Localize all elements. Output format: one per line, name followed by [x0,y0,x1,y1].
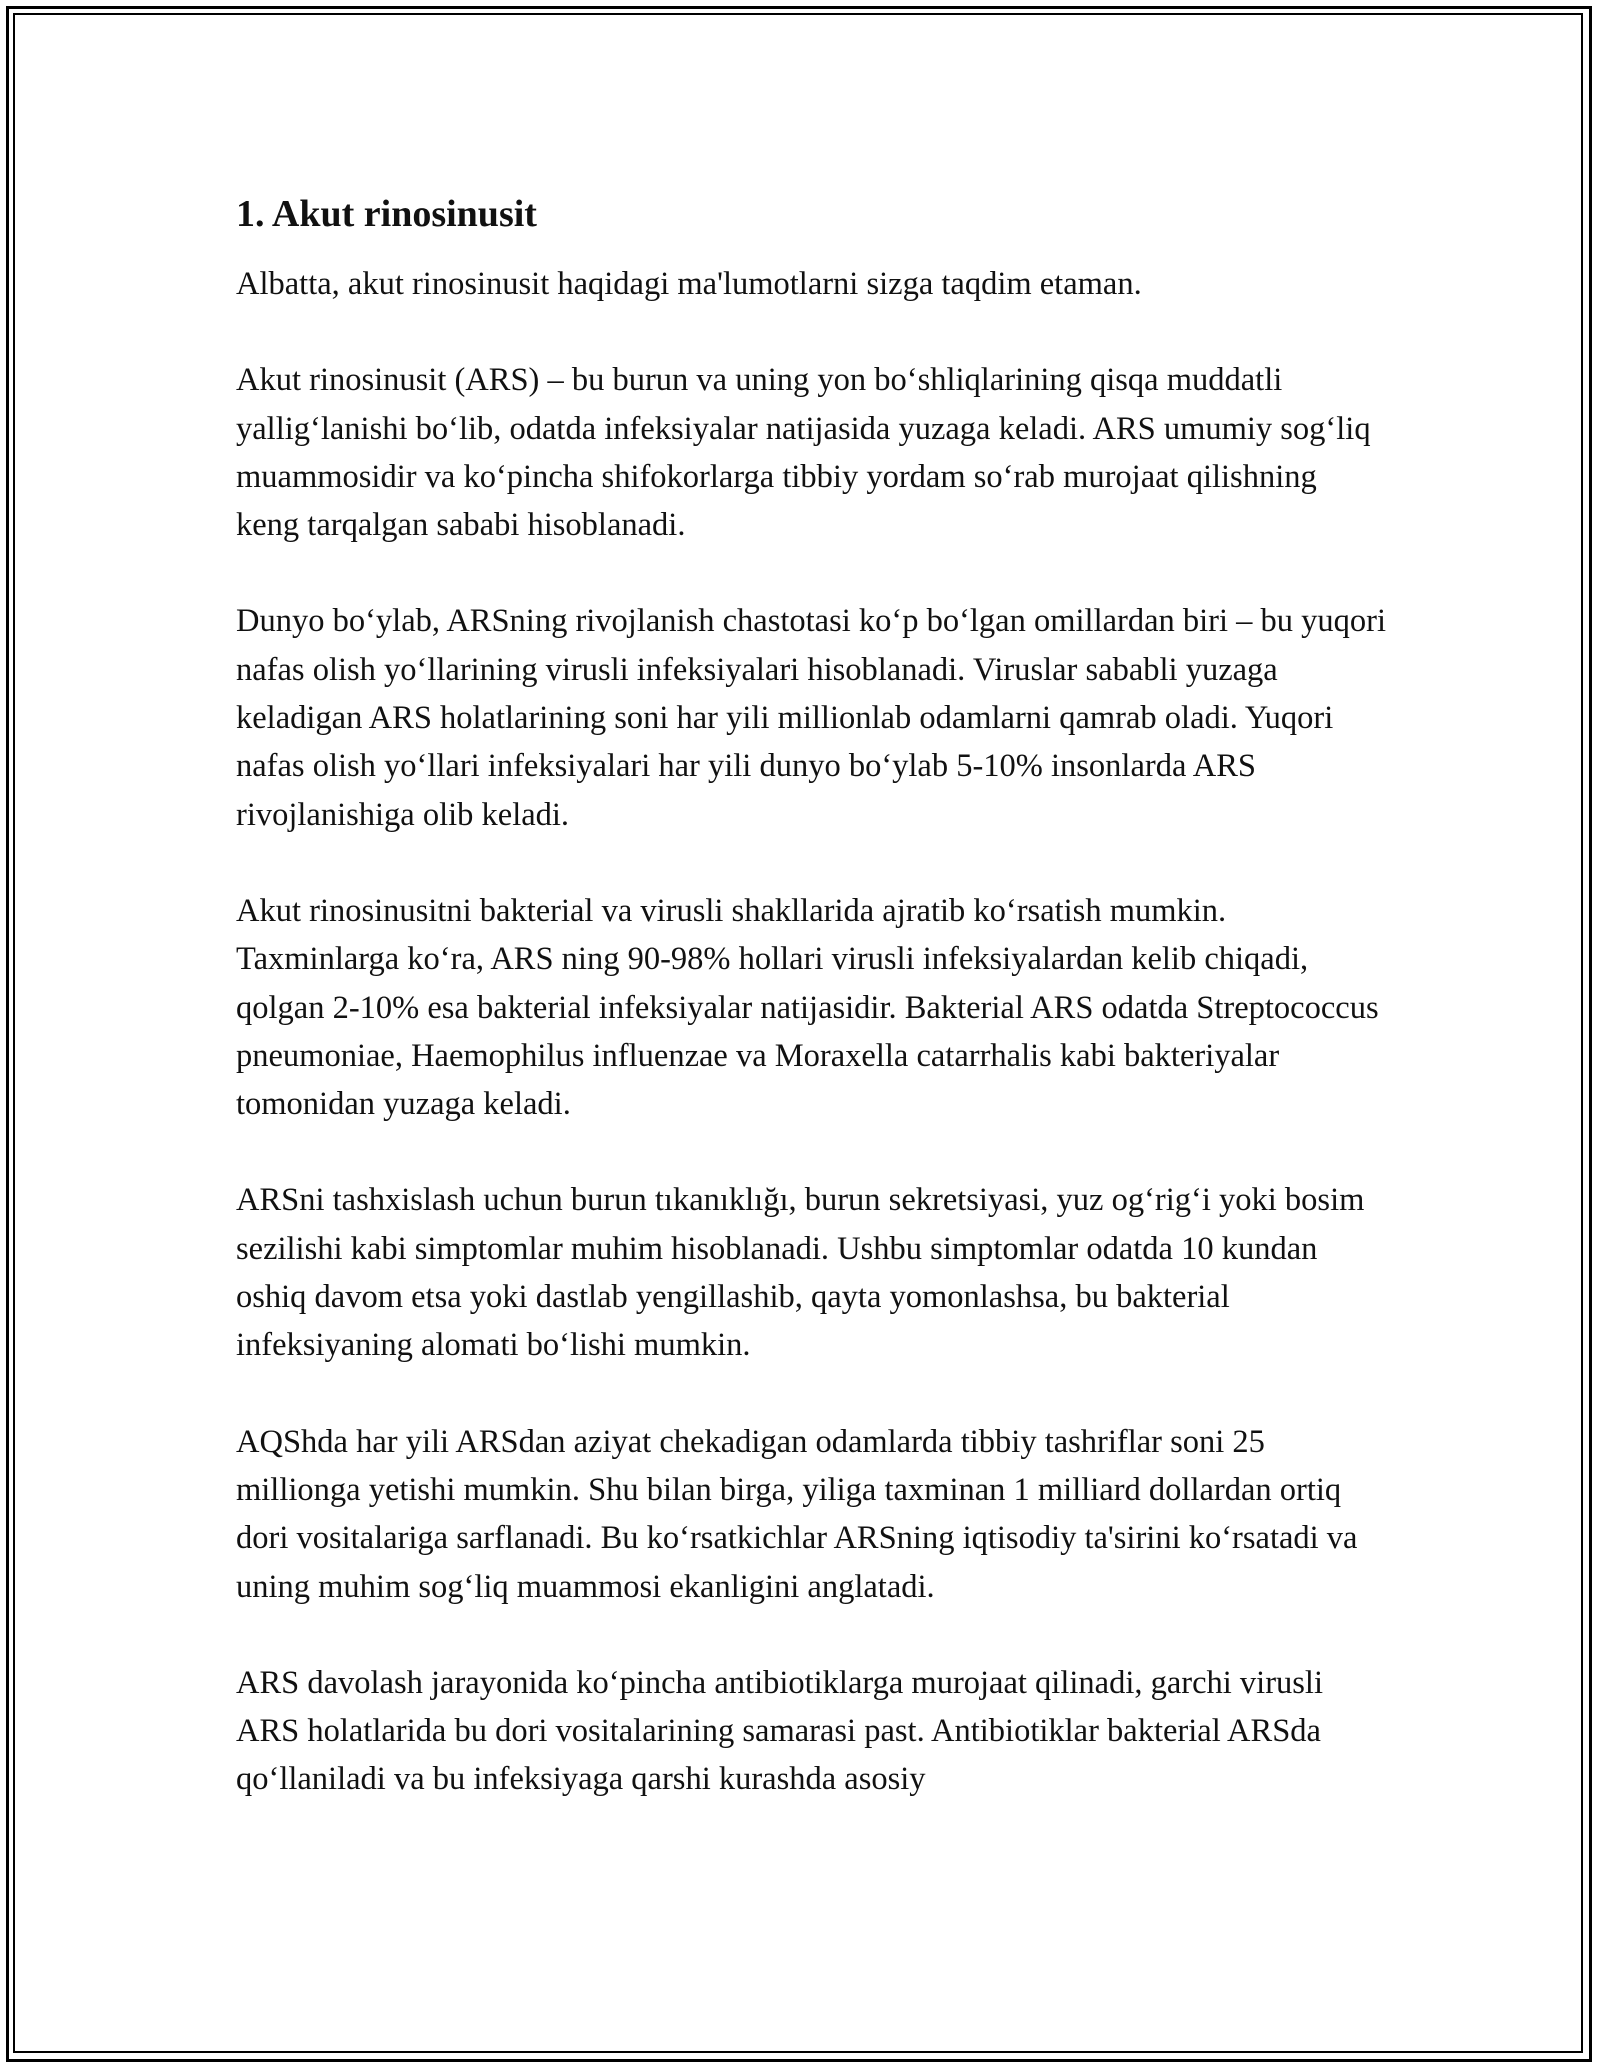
paragraph-forms: Akut rinosinusitni bakterial va virusli shakllarida ajratib ko‘rsatish mumkin. Taxminlarga ko‘ra, ARS ning 90-98% hollari virusli infeksiyalardan kelib chiqadi, qolgan 2-10% esa bakterial infeksiyalar natijasidir. Bakterial ARS odatda Streptococcus pneumoniae, Haemophilus influenzae va Moraxella catarrhalis kabi bakteriyalar tomonidan yuzaga keladi. [236,892,1379,1123]
paragraph-definition: Akut rinosinusit (ARS) – bu burun va uning yon bo‘shliqlarining qisqa muddatli yallig‘lanishi bo‘lib, odatda infeksiyalar natijasida yuzaga keladi. ARS umumiy sog‘liq muammosidir va ko‘pincha shifokorlarga tibbiy yordam so‘rab murojaat qilishning keng tarqalgan sababi hisoblanadi. [236,362,1371,544]
paragraph-prevalence: Dunyo bo‘ylab, ARSning rivojlanish chastotasi ko‘p bo‘lgan omillardan biri – bu yuqori nafas olish yo‘llarining virusli infeksiyalari hisoblanadi. Viruslar sababli yuzaga keladigan ARS holatlarining soni har yili millionlab odamlarni qamrab oladi. Yuqori nafas olish yo‘llari infeksiyalari har yili dunyo bo‘ylab 5-10% insonlarda ARS rivojlanishiga olib keladi. [236,603,1387,833]
section-heading: 1. Akut rinosinusit [236,193,537,235]
paragraph-intro: Albatta, akut rinosinusit haqidagi ma'lumotlarni sizga taqdim etaman. [236,266,1142,302]
paragraph-diagnosis: ARSni tashxislash uchun burun tıkanıklığı, burun sekretsiyasi, yuz og‘rig‘i yoki bosim sezilishi kabi simptomlar muhim hisoblanadi. Ushbu simptomlar odatda 10 kundan oshiq davom etsa yoki dastlab yengillashib, qayta yomonlashsa, bu bakterial infeksiyaning alomati bo‘lishi mumkin. [236,1182,1365,1364]
document-page [236,188,1386,1852]
paragraph-treatment: ARS davolash jarayonida ko‘pincha antibiotiklarga murojaat qilinadi, garchi virusli ARS holatlarida bu dori vositalarining samarasi past. Antibiotiklar bakterial ARSda qo‘llaniladi va bu infeksiyaga qarshi kurashda asosiy [236,1664,1323,1798]
paragraph-usa-statistics: AQShda har yili ARSdan aziyat chekadigan odamlarda tibbiy tashriflar soni 25 millionga yetishi mumkin. Shu bilan birga, yiliga taxminan 1 milliard dollardan ortiq dori vositalariga sarflanadi. Bu ko‘rsatkichlar ARSning iqtisodiy ta'sirini ko‘rsatadi va uning muhim sog‘liq muammosi ekanligini anglatadi. [236,1423,1358,1605]
